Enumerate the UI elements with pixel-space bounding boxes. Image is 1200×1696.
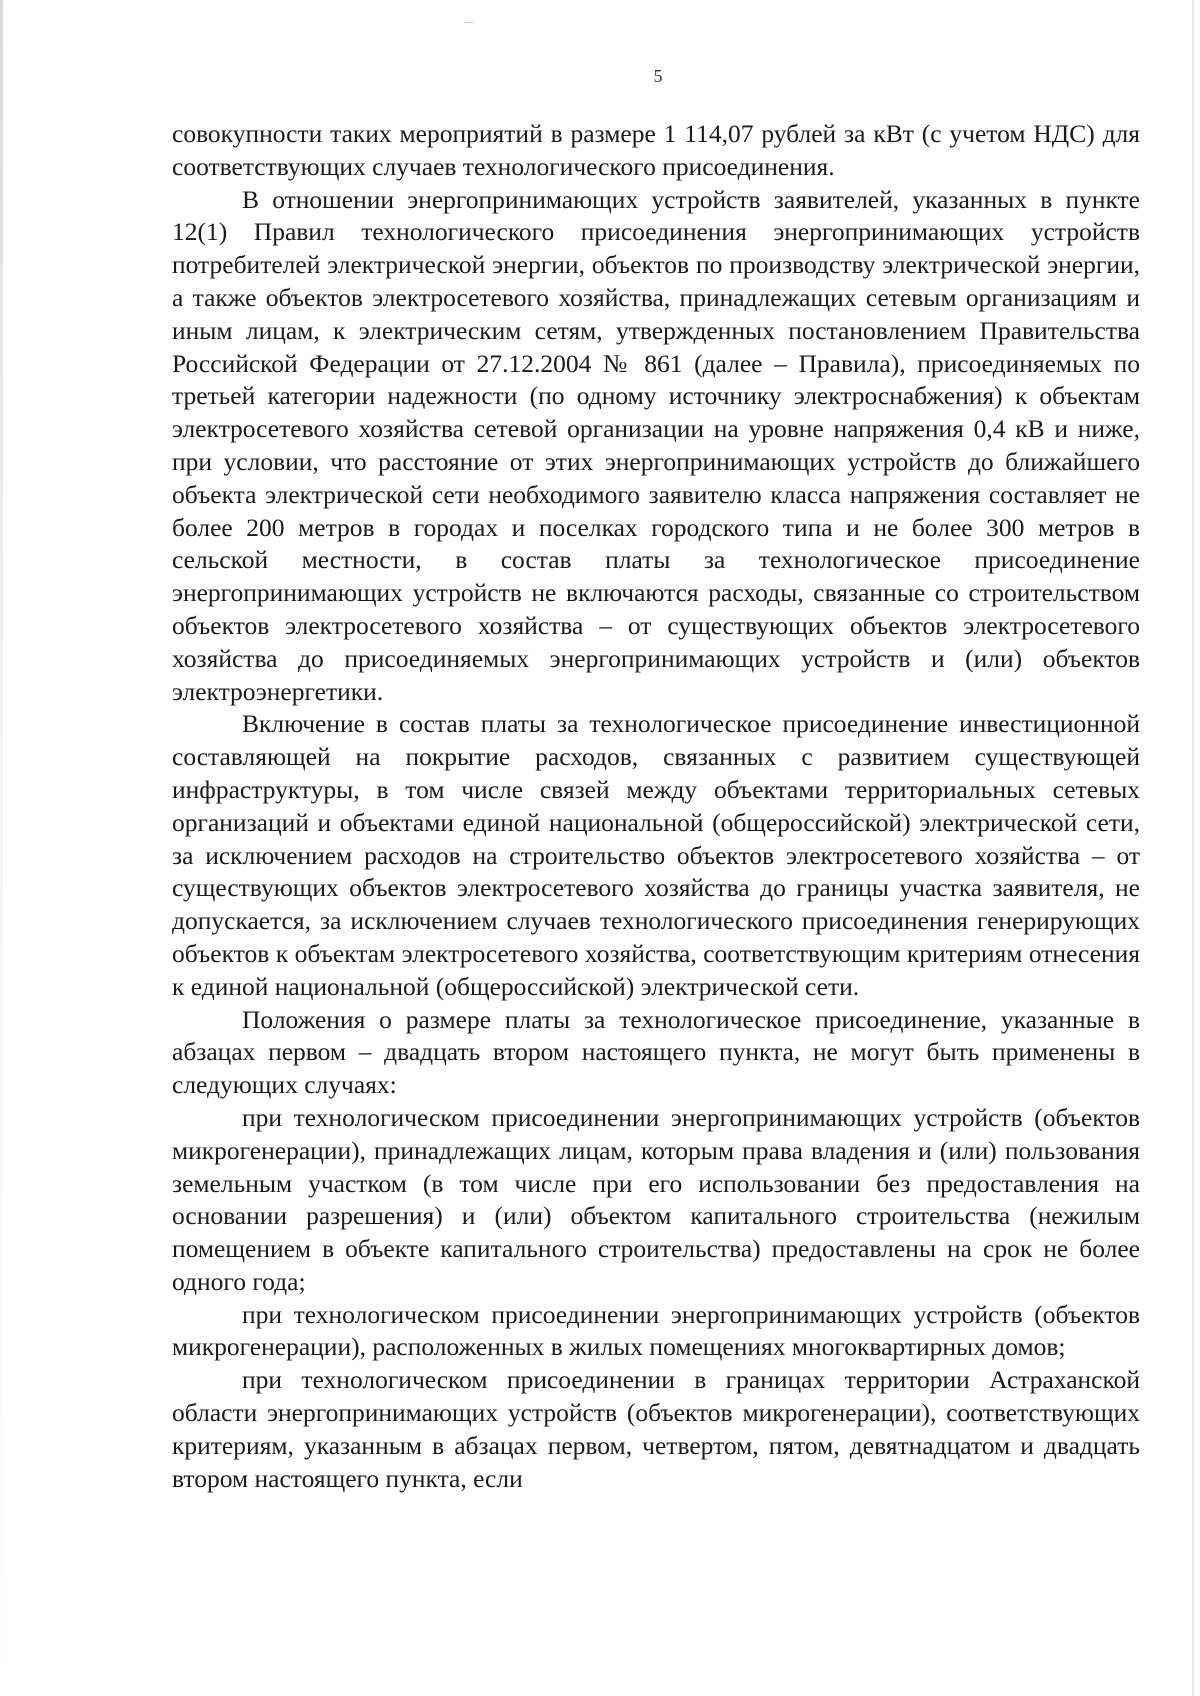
paragraph-investment-component: Включение в состав платы за технологическое присоединение инвестиционной составляющей на покрытие расходов, связанных с развитием существующей инфраструктуры, в том числе связей между объектами территориальных сетевых организаций и объектами единой национальной (общероссийской) электрической сети, за исключением расходов на строительство объектов электросетевого хозяйства – от существующих объектов электросетевого хозяйства до границы участка заявителя, не допускается, за исключением случаев технологического присоединения генерирующих объектов к объектам электросетевого хозяйства, соответствующим критериям отнесения к единой национальной (общероссийской) электрической сети. xyxy=(172,709,1140,1001)
paragraph-exceptions-intro: Положения о размере платы за технологическое присоединение, указанные в абзацах первом – двадцать втором настоящего пункта, не могут быть применены в следующих случаях: xyxy=(172,1004,1140,1100)
paragraph-continuation: совокупности таких мероприятий в размере 1 114,07 рублей за кВт (с учетом НДС) для соответствующих случаев технологического присоединения. xyxy=(172,119,1140,181)
page-number: 5 xyxy=(653,66,663,86)
scan-edge-right xyxy=(1192,0,1194,1696)
scan-speck xyxy=(465,22,473,23)
paragraph-exception-short-term: при технологическом присоединении энергопринимающих устройств (объектов микрогенерации), принадлежащих лицам, которым права владения и (или) пользования земельным участком (в том числе при его использовании без предоставления на основании разрешения) и (или) объектом капитального строительства (нежилым помещением в объекте капитального строительства) предоставлены на срок не более одного года; xyxy=(172,1102,1140,1296)
paragraph-exception-apartments: при технологическом присоединении энергопринимающих устройств (объектов микрогенерации), расположенных в жилых помещениях многоквартирных домов; xyxy=(172,1299,1140,1362)
paragraph-item-12-1: В отношении энергопринимающих устройств заявителей, указанных в пункте 12(1) Правил технологического присоединения энергопринимающих устройств потребителей электрической энергии, объектов по производству электрической энергии, а также объектов электросетевого хозяйства, принадлежащих сетевым организациям и иным лицам, к электрическим сетям, утвержденных постановлением Правительства Российской Федерации от 27.12.2004 № 861 (далее – Правила), присоединяемых по третьей категории надежности (по одному источнику электроснабжения) к объектам электросетевого хозяйства сетевой организации на уровне напряжения 0,4 кВ и ниже, при условии, что расстояние от этих энергопринимающих устройств до ближайшего объекта электрической сети необходимого заявителю класса напряжения составляет не более 200 метров в городах и поселках городского типа и не более 300 метров в сельской местности, в состав платы за технологическое присоединение энергопринимающих устройств не включаются расходы, связанные со строительством объектов электросетевого хозяйства – от существующих объектов электросетевого хозяйства до присоединяемых энергопринимающих устройств и (или) объектов электроэнергетики. xyxy=(172,184,1140,706)
paragraph-exception-astrakhan: при технологическом присоединении в границах территории Астраханской области энергопринимающих устройств (объектов микрогенерации), соответствующих критериям, указанным в абзацах первом, четвертом, пятом, девятнадцатом и двадцать втором настоящего пункта, если xyxy=(172,1365,1140,1493)
scan-edge-left xyxy=(0,0,3,1696)
document-body xyxy=(172,118,1140,1495)
